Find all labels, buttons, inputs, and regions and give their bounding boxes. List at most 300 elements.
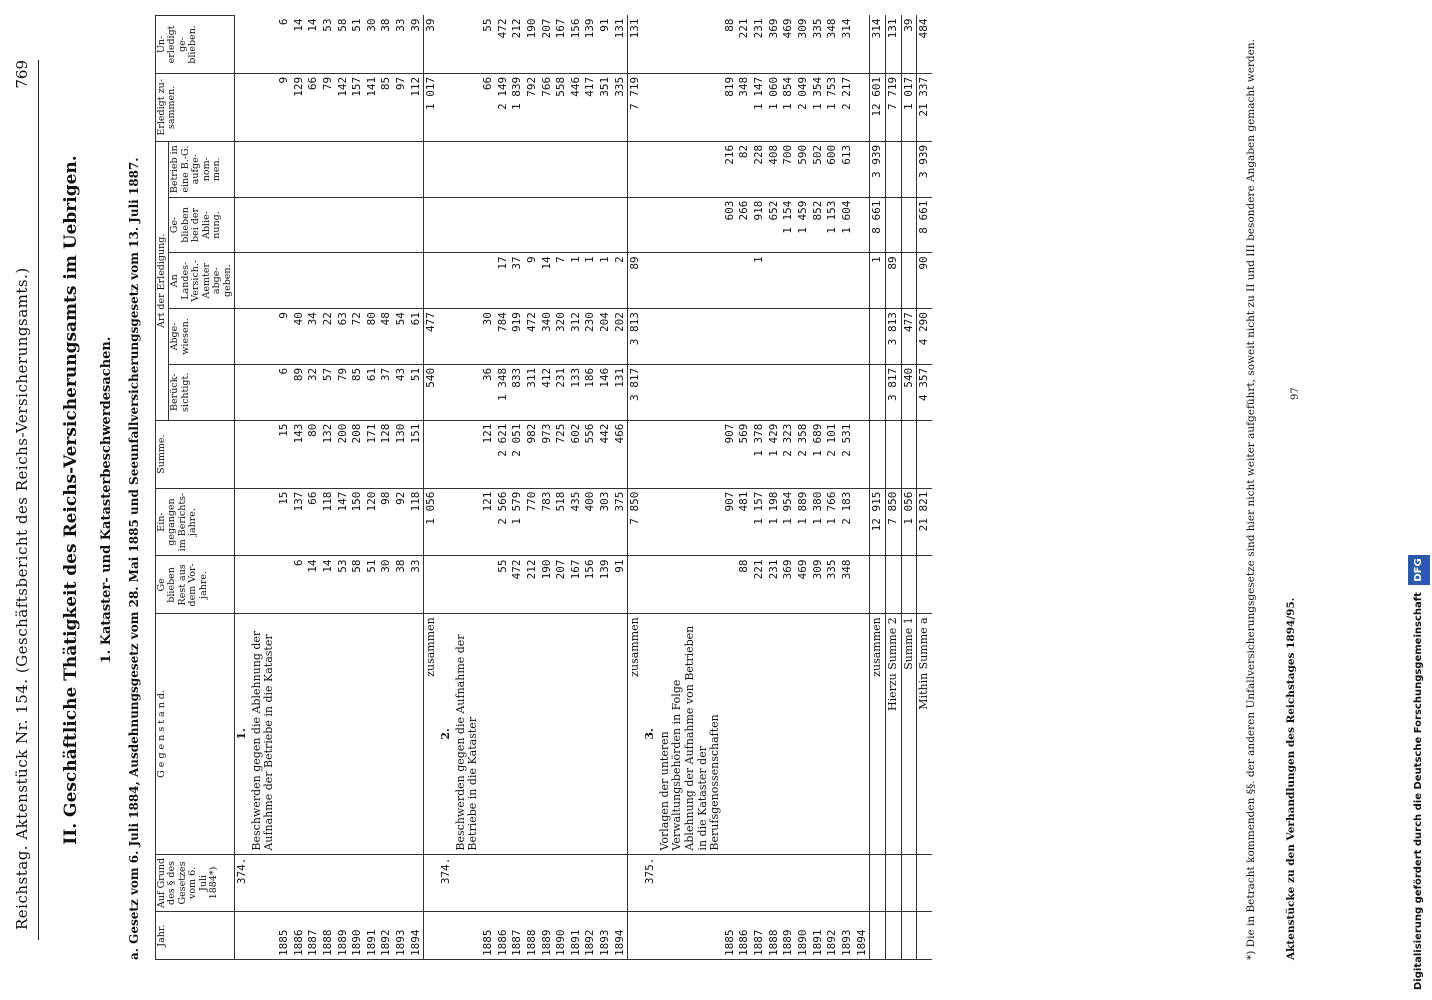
- empty-cell: [235, 253, 250, 309]
- value-cell: [723, 253, 738, 309]
- year-cell: 1885: [723, 912, 738, 960]
- value-cell: 53: [336, 556, 351, 614]
- total-cell: [424, 253, 439, 309]
- value-cell: 602: [569, 420, 584, 488]
- year-cell: 1888: [525, 912, 540, 960]
- value-cell: [350, 197, 365, 253]
- section-subject: Vorlagen der unteren Verwaltungsbehörden in Folge Ablehnung der Aufnahme von Betrieben in die Kataster der Berufsgenossenschaften: [658, 614, 723, 854]
- value-cell: 852: [811, 197, 826, 253]
- table-row: [394, 16, 409, 960]
- value-cell: 784: [496, 309, 511, 365]
- empty-cell: [752, 614, 767, 854]
- value-cell: 228: [752, 141, 767, 197]
- empty-cell: [439, 253, 454, 309]
- empty-cell: [306, 614, 321, 854]
- value-cell: [292, 197, 307, 253]
- table-row: [569, 16, 584, 960]
- subsection-title: 1. Kataster- und Katasterbeschwerdesachen.: [99, 336, 114, 664]
- value-cell: 141: [365, 73, 380, 141]
- value-cell: 311: [525, 364, 540, 420]
- value-cell: [613, 197, 628, 253]
- value-cell: 603: [723, 197, 738, 253]
- empty-cell: [658, 197, 723, 253]
- empty-cell: [235, 912, 250, 960]
- value-cell: 558: [554, 73, 569, 141]
- empty-cell: [235, 141, 250, 197]
- empty-cell: [613, 854, 628, 912]
- col-art-sub4: Ge- blieben bei der Ablie- nung.: [169, 197, 235, 253]
- value-cell: 1 839: [510, 73, 525, 141]
- table-row: [598, 16, 613, 960]
- total-cell: 1 056: [424, 488, 439, 556]
- value-cell: 469: [796, 556, 811, 614]
- value-cell: 53: [321, 16, 336, 74]
- value-cell: [855, 141, 870, 197]
- value-cell: 590: [796, 141, 811, 197]
- empty-cell: [723, 854, 738, 912]
- value-cell: 417: [583, 73, 598, 141]
- total-cell: 12 601: [870, 73, 886, 141]
- value-cell: [855, 420, 870, 488]
- value-cell: 66: [306, 73, 321, 141]
- empty-cell: [424, 854, 439, 912]
- value-cell: 335: [825, 556, 840, 614]
- empty-cell: [439, 556, 454, 614]
- value-cell: 1 604: [840, 197, 855, 253]
- value-cell: 340: [540, 309, 555, 365]
- value-cell: 919: [510, 309, 525, 365]
- value-cell: 1 766: [825, 488, 840, 556]
- value-cell: 91: [598, 16, 613, 74]
- value-cell: 150: [350, 488, 365, 556]
- value-cell: 80: [365, 309, 380, 365]
- summary-cell: 4 290: [917, 309, 932, 365]
- empty-cell: [336, 614, 351, 854]
- table-row: [336, 16, 351, 960]
- value-cell: 39: [409, 16, 424, 74]
- value-cell: [811, 253, 826, 309]
- year-cell: 1888: [321, 912, 336, 960]
- empty-cell: [336, 854, 351, 912]
- value-cell: 186: [583, 364, 598, 420]
- table-row: [321, 16, 336, 960]
- value-cell: 303: [598, 488, 613, 556]
- table-row: [277, 16, 292, 960]
- total-cell: 3 939: [870, 141, 886, 197]
- empty-cell: [235, 73, 250, 141]
- empty-cell: [885, 912, 901, 960]
- value-cell: [723, 364, 738, 420]
- dfg-credit-text: Digitalisierung gefördert durch die Deutsche Forschungsgemeinschaft: [1413, 592, 1424, 990]
- value-cell: 1 689: [811, 420, 826, 488]
- value-cell: 6: [292, 556, 307, 614]
- value-cell: [723, 309, 738, 365]
- value-cell: 43: [394, 364, 409, 420]
- value-cell: 14: [306, 16, 321, 74]
- value-cell: [598, 197, 613, 253]
- value-cell: 700: [781, 141, 796, 197]
- value-cell: 139: [598, 556, 613, 614]
- value-cell: 14: [292, 16, 307, 74]
- value-cell: 1: [583, 253, 598, 309]
- year-cell: 1886: [496, 912, 511, 960]
- value-cell: 369: [767, 16, 782, 74]
- value-cell: [277, 253, 292, 309]
- value-cell: 466: [613, 420, 628, 488]
- value-cell: [840, 309, 855, 365]
- value-cell: 652: [767, 197, 782, 253]
- table-row: [613, 16, 628, 960]
- value-cell: 17: [496, 253, 511, 309]
- empty-cell: [643, 73, 658, 141]
- summary-cell: 7 719: [885, 73, 901, 141]
- value-cell: 131: [613, 16, 628, 74]
- empty-cell: [658, 854, 723, 912]
- value-cell: 569: [737, 420, 752, 488]
- value-cell: 200: [336, 420, 351, 488]
- empty-cell: [292, 614, 307, 854]
- empty-cell: [767, 854, 782, 912]
- value-cell: 7: [554, 253, 569, 309]
- value-cell: [365, 197, 380, 253]
- dfg-credit: [1408, 0, 1430, 1000]
- empty-cell: [643, 197, 658, 253]
- summary-cell: 1 017: [901, 73, 917, 141]
- value-cell: 348: [825, 16, 840, 74]
- value-cell: 79: [336, 364, 351, 420]
- empty-cell: [855, 854, 870, 912]
- value-cell: 207: [554, 556, 569, 614]
- value-cell: [737, 309, 752, 365]
- value-cell: [583, 197, 598, 253]
- value-cell: [554, 197, 569, 253]
- empty-cell: [737, 854, 752, 912]
- empty-cell: [628, 854, 643, 912]
- empty-cell: [250, 854, 277, 912]
- total-cell: [424, 420, 439, 488]
- empty-cell: [365, 854, 380, 912]
- summary-cell: [901, 197, 917, 253]
- year-cell: 1891: [365, 912, 380, 960]
- table-row: [409, 16, 424, 960]
- table-row: [583, 16, 598, 960]
- empty-cell: [598, 854, 613, 912]
- value-cell: 151: [409, 420, 424, 488]
- value-cell: [767, 253, 782, 309]
- header-left: Reichstag. Aktenstück Nr. 154. (Geschäftsbericht des Reichs-Versicherungsamts.): [13, 267, 31, 930]
- value-cell: 55: [496, 556, 511, 614]
- value-cell: [379, 141, 394, 197]
- value-cell: [394, 197, 409, 253]
- year-cell: 1889: [781, 912, 796, 960]
- dfg-banner: [1408, 0, 1432, 1000]
- value-cell: 1 753: [825, 73, 840, 141]
- section-title: II. Geschäftliche Thätigkeit des Reichs-Versicherungsamts im Uebrigen.: [61, 155, 81, 845]
- value-cell: 502: [811, 141, 826, 197]
- empty-cell: [658, 73, 723, 141]
- value-cell: 128: [379, 420, 394, 488]
- summary-cell: [901, 141, 917, 197]
- value-cell: 48: [379, 309, 394, 365]
- value-cell: [767, 309, 782, 365]
- empty-cell: [643, 364, 658, 420]
- value-cell: 1 154: [781, 197, 796, 253]
- value-cell: [796, 253, 811, 309]
- empty-cell: [525, 854, 540, 912]
- value-cell: 167: [569, 556, 584, 614]
- table-row: [840, 16, 855, 960]
- empty-cell: [723, 614, 738, 854]
- summary-cell: 1 056: [901, 488, 917, 556]
- empty-cell: [643, 488, 658, 556]
- value-cell: 120: [365, 488, 380, 556]
- law-line: a. Gesetz vom 6. Juli 1884, Ausdehnungsgesetz vom 28. Mai 1885 und Seeunfallversicherungsgesetz vom 13. Juli 1887.: [127, 157, 141, 960]
- year-cell: 1894: [855, 912, 870, 960]
- summary-cell: 21 821: [917, 488, 932, 556]
- col-art-sub3: An Landes- Versich.- Aemter abge- geben.: [169, 253, 235, 309]
- table-row: [811, 16, 826, 960]
- value-cell: [781, 364, 796, 420]
- value-cell: [613, 141, 628, 197]
- value-cell: [336, 253, 351, 309]
- table-row: [350, 16, 365, 960]
- year-cell: 1889: [540, 912, 555, 960]
- value-cell: 51: [365, 556, 380, 614]
- empty-cell: [250, 912, 277, 960]
- value-cell: 58: [350, 556, 365, 614]
- value-cell: 348: [840, 556, 855, 614]
- empty-cell: [658, 364, 723, 420]
- total-cell: [628, 141, 643, 197]
- value-cell: [855, 488, 870, 556]
- table-row: [481, 16, 496, 960]
- value-cell: 907: [723, 488, 738, 556]
- value-cell: 6: [277, 364, 292, 420]
- summary-cell: [885, 420, 901, 488]
- value-cell: 157: [350, 73, 365, 141]
- value-cell: 2 323: [781, 420, 796, 488]
- value-cell: [350, 253, 365, 309]
- empty-cell: [250, 364, 277, 420]
- value-cell: 1: [752, 253, 767, 309]
- table-row: [554, 16, 569, 960]
- value-cell: 66: [306, 488, 321, 556]
- value-cell: 472: [525, 309, 540, 365]
- value-cell: [855, 556, 870, 614]
- year-cell: 1885: [481, 912, 496, 960]
- empty-cell: [409, 854, 424, 912]
- empty-cell: [901, 912, 917, 960]
- value-cell: 79: [321, 73, 336, 141]
- year-cell: 1887: [306, 912, 321, 960]
- year-cell: 1886: [737, 912, 752, 960]
- summary-cell: 90: [917, 253, 932, 309]
- total-cell: [424, 556, 439, 614]
- value-cell: 1 854: [781, 73, 796, 141]
- header-rule: [38, 60, 39, 940]
- year-cell: 1893: [840, 912, 855, 960]
- value-cell: [554, 141, 569, 197]
- year-cell: 1887: [752, 912, 767, 960]
- value-cell: 1: [569, 253, 584, 309]
- empty-cell: [569, 854, 584, 912]
- value-cell: 221: [737, 16, 752, 74]
- value-cell: 30: [481, 309, 496, 365]
- empty-cell: [250, 420, 277, 488]
- empty-cell: [424, 912, 439, 960]
- empty-cell: [767, 614, 782, 854]
- value-cell: [481, 253, 496, 309]
- value-cell: 518: [554, 488, 569, 556]
- value-cell: 435: [569, 488, 584, 556]
- value-cell: [723, 556, 738, 614]
- year-cell: 1890: [796, 912, 811, 960]
- summary-cell: 4 357: [917, 364, 932, 420]
- empty-cell: [796, 854, 811, 912]
- value-cell: 770: [525, 488, 540, 556]
- value-cell: 129: [292, 73, 307, 141]
- value-cell: 556: [583, 420, 598, 488]
- value-cell: 783: [540, 488, 555, 556]
- value-cell: 375: [613, 488, 628, 556]
- empty-cell: [796, 614, 811, 854]
- empty-cell: [250, 197, 277, 253]
- total-cell: [424, 141, 439, 197]
- value-cell: 412: [540, 364, 555, 420]
- empty-cell: [643, 309, 658, 365]
- value-cell: 66: [481, 73, 496, 141]
- value-cell: 97: [394, 73, 409, 141]
- total-cell: 477: [424, 309, 439, 365]
- empty-cell: [454, 556, 481, 614]
- value-cell: 819: [723, 73, 738, 141]
- value-cell: 139: [583, 16, 598, 74]
- empty-cell: [496, 614, 511, 854]
- value-cell: 1 378: [752, 420, 767, 488]
- value-cell: [840, 253, 855, 309]
- value-cell: [379, 253, 394, 309]
- value-cell: 133: [569, 364, 584, 420]
- value-cell: 143: [292, 420, 307, 488]
- empty-cell: [454, 16, 481, 74]
- total-cell: [628, 556, 643, 614]
- value-cell: 38: [394, 556, 409, 614]
- empty-cell: [613, 614, 628, 854]
- value-cell: 918: [752, 197, 767, 253]
- value-cell: 92: [394, 488, 409, 556]
- value-cell: 57: [321, 364, 336, 420]
- value-cell: 1 579: [510, 488, 525, 556]
- empty-cell: [394, 854, 409, 912]
- value-cell: 15: [277, 420, 292, 488]
- empty-cell: [454, 73, 481, 141]
- summary-cell: [885, 141, 901, 197]
- value-cell: 30: [365, 16, 380, 74]
- year-cell: 1886: [292, 912, 307, 960]
- empty-cell: [811, 854, 826, 912]
- value-cell: 1: [598, 253, 613, 309]
- value-cell: [409, 197, 424, 253]
- empty-cell: [496, 854, 511, 912]
- value-cell: 6: [277, 16, 292, 74]
- table-row: [825, 16, 840, 960]
- value-cell: 212: [525, 556, 540, 614]
- value-cell: 208: [350, 420, 365, 488]
- value-cell: 121: [481, 420, 496, 488]
- value-cell: [365, 253, 380, 309]
- value-cell: 202: [613, 309, 628, 365]
- empty-cell: [379, 854, 394, 912]
- empty-cell: [379, 614, 394, 854]
- summary-cell: 3 939: [917, 141, 932, 197]
- value-cell: 33: [409, 556, 424, 614]
- value-cell: [781, 253, 796, 309]
- summary-row: [901, 16, 917, 960]
- summary-cell: 3 813: [885, 309, 901, 365]
- value-cell: 51: [350, 16, 365, 74]
- empty-cell: [781, 854, 796, 912]
- value-cell: [277, 197, 292, 253]
- table-row: [540, 16, 555, 960]
- value-cell: [496, 141, 511, 197]
- year-cell: 1892: [379, 912, 394, 960]
- value-cell: 792: [525, 73, 540, 141]
- value-cell: [379, 197, 394, 253]
- value-cell: 9: [277, 73, 292, 141]
- empty-cell: [510, 854, 525, 912]
- value-cell: [409, 253, 424, 309]
- empty-cell: [439, 73, 454, 141]
- col-jahr: Jahr.: [156, 912, 235, 960]
- value-cell: [855, 73, 870, 141]
- empty-cell: [840, 614, 855, 854]
- summary-cell: 7 850: [885, 488, 901, 556]
- empty-cell: [439, 16, 454, 74]
- value-cell: [811, 309, 826, 365]
- law-paragraph: 374.: [235, 854, 250, 912]
- value-cell: 2 531: [840, 420, 855, 488]
- value-cell: [510, 197, 525, 253]
- value-cell: 1 147: [752, 73, 767, 141]
- value-cell: [277, 556, 292, 614]
- summary-cell: 39: [901, 16, 917, 74]
- value-cell: 33: [394, 16, 409, 74]
- value-cell: [569, 197, 584, 253]
- value-cell: 2 621: [496, 420, 511, 488]
- empty-cell: [598, 614, 613, 854]
- value-cell: 9: [277, 309, 292, 365]
- summary-row: [917, 16, 932, 960]
- total-label: zusammen: [628, 614, 643, 854]
- year-cell: 1893: [394, 912, 409, 960]
- empty-cell: [439, 912, 454, 960]
- table-row: [752, 16, 767, 960]
- empty-cell: [454, 141, 481, 197]
- value-cell: [767, 364, 782, 420]
- summary-row: [885, 16, 901, 960]
- table-row: [496, 16, 511, 960]
- empty-cell: [409, 614, 424, 854]
- empty-cell: [439, 197, 454, 253]
- section-number: 1.: [235, 614, 250, 854]
- value-cell: 725: [554, 420, 569, 488]
- total-cell: 131: [628, 16, 643, 74]
- total-cell: 89: [628, 253, 643, 309]
- value-cell: 142: [336, 73, 351, 141]
- col-geblieben: Ge blieben Rest aus dem Vor- jahre.: [156, 556, 235, 614]
- value-cell: [277, 141, 292, 197]
- empty-cell: [855, 614, 870, 854]
